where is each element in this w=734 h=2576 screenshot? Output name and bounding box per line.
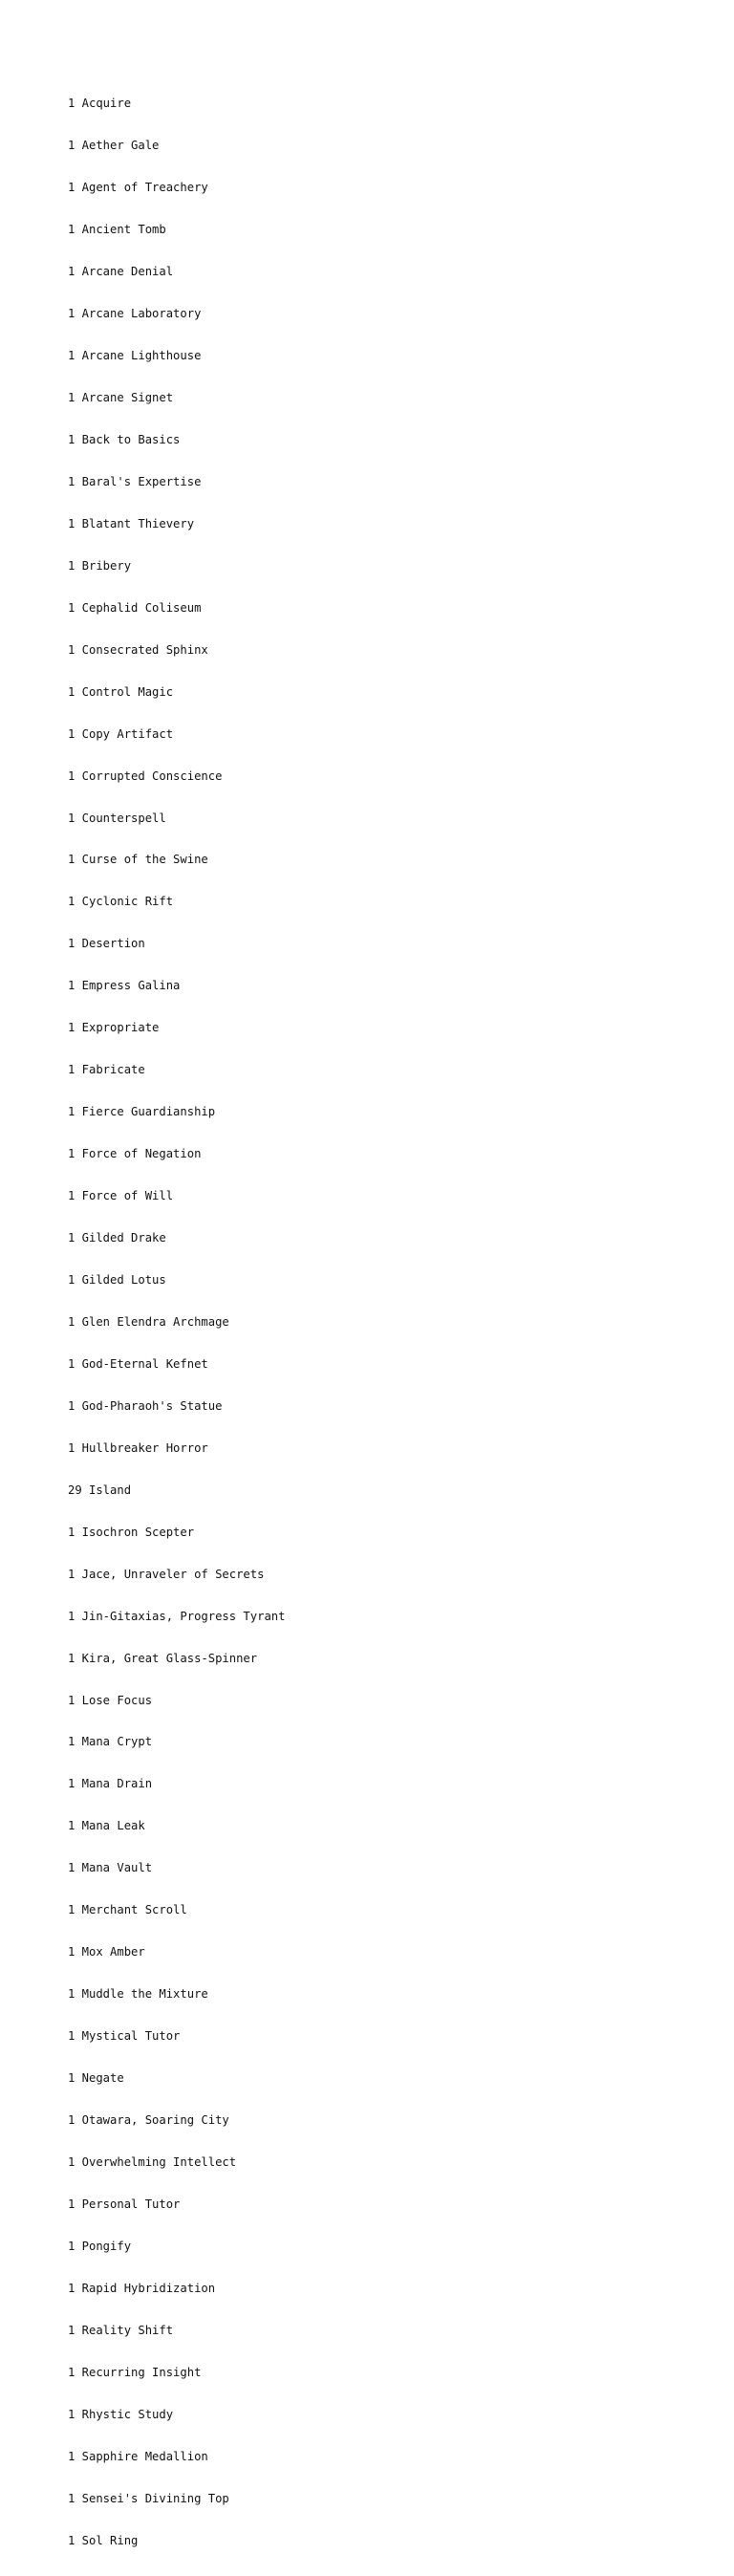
deck-line: 1 Ancient Tomb: [68, 223, 166, 237]
deck-line: 1 Force of Negation: [68, 1147, 202, 1161]
deck-line: 1 Merchant Scroll: [68, 1903, 187, 1917]
deck-line: 1 Control Magic: [68, 684, 174, 699]
deck-line: 1 Consecrated Sphinx: [68, 642, 208, 657]
deck-line: 1 Sensei's Divining Top: [68, 2491, 229, 2505]
deck-line: 1 Arcane Denial: [68, 265, 174, 279]
deck-line: 1 Counterspell: [68, 811, 166, 825]
deck-line: 1 God-Pharaoh's Statue: [68, 1398, 223, 1413]
deck-line: 1 Sapphire Medallion: [68, 2449, 208, 2463]
deck-line: 1 Corrupted Conscience: [68, 768, 223, 783]
deck-line: 1 Back to Basics: [68, 432, 181, 446]
deck-line: 1 Curse of the Swine: [68, 853, 208, 867]
deck-line: 1 Fabricate: [68, 1063, 145, 1077]
deck-line: 1 Glen Elendra Archmage: [68, 1314, 229, 1329]
deck-line: 29 Island: [68, 1483, 132, 1497]
deck-line: 1 Blatant Thievery: [68, 516, 195, 530]
deck-line: 1 Empress Galina: [68, 979, 181, 993]
deck-line: 1 Muddle the Mixture: [68, 1987, 208, 2002]
deck-line: 1 Kira, Great Glass-Spinner: [68, 1651, 258, 1665]
deck-line: 1 Bribery: [68, 558, 132, 573]
deck-line: 1 Reality Shift: [68, 2323, 174, 2337]
deck-line: 1 Agent of Treachery: [68, 181, 208, 195]
deck-line: 1 Copy Artifact: [68, 726, 174, 741]
deck-line: 1 Mana Leak: [68, 1819, 145, 1833]
deck-line: 1 Mox Amber: [68, 1945, 145, 1959]
deck-line: 1 Recurring Insight: [68, 2365, 202, 2379]
deck-line: 1 Gilded Lotus: [68, 1273, 166, 1287]
deck-line: 1 Personal Tutor: [68, 2197, 181, 2211]
deck-line: 1 Force of Will: [68, 1189, 174, 1203]
deck-line: 1 Mana Vault: [68, 1861, 153, 1875]
deck-line: 1 Fierce Guardianship: [68, 1105, 216, 1119]
decklist: [68, 69, 285, 2576]
deck-line: 1 Arcane Laboratory: [68, 307, 202, 321]
deck-line: 1 Sol Ring: [68, 2533, 139, 2547]
deck-line: 1 Pongify: [68, 2239, 132, 2253]
deck-line: 1 Negate: [68, 2071, 124, 2086]
deck-line: 1 Lose Focus: [68, 1693, 153, 1707]
deck-line: 1 Arcane Lighthouse: [68, 349, 202, 363]
deck-line: 1 Mystical Tutor: [68, 2029, 181, 2044]
deck-line: 1 Rhystic Study: [68, 2407, 174, 2421]
deck-line: 1 Jace, Unraveler of Secrets: [68, 1567, 265, 1581]
deck-line: 1 Hullbreaker Horror: [68, 1440, 208, 1455]
deck-line: 1 Isochron Scepter: [68, 1525, 195, 1539]
deck-line: 1 Desertion: [68, 937, 145, 951]
deck-line: 1 Baral's Expertise: [68, 474, 202, 488]
deck-line: 1 Acquire: [68, 97, 132, 111]
deck-line: 1 Otawara, Soaring City: [68, 2113, 229, 2128]
deck-line: 1 Expropriate: [68, 1021, 160, 1035]
deck-line: 1 Cephalid Coliseum: [68, 600, 202, 615]
deck-line: 1 Jin-Gitaxias, Progress Tyrant: [68, 1609, 286, 1623]
deck-line: 1 Aether Gale: [68, 139, 160, 153]
deck-line: 1 God-Eternal Kefnet: [68, 1356, 208, 1371]
deck-line: 1 Cyclonic Rift: [68, 895, 174, 909]
deck-line: 1 Mana Crypt: [68, 1735, 153, 1749]
deck-line: 1 Overwhelming Intellect: [68, 2155, 237, 2170]
deck-line: 1 Gilded Drake: [68, 1231, 166, 1245]
deck-line: 1 Arcane Signet: [68, 390, 174, 404]
deck-line: 1 Mana Drain: [68, 1777, 153, 1791]
deck-line: 1 Rapid Hybridization: [68, 2281, 216, 2295]
